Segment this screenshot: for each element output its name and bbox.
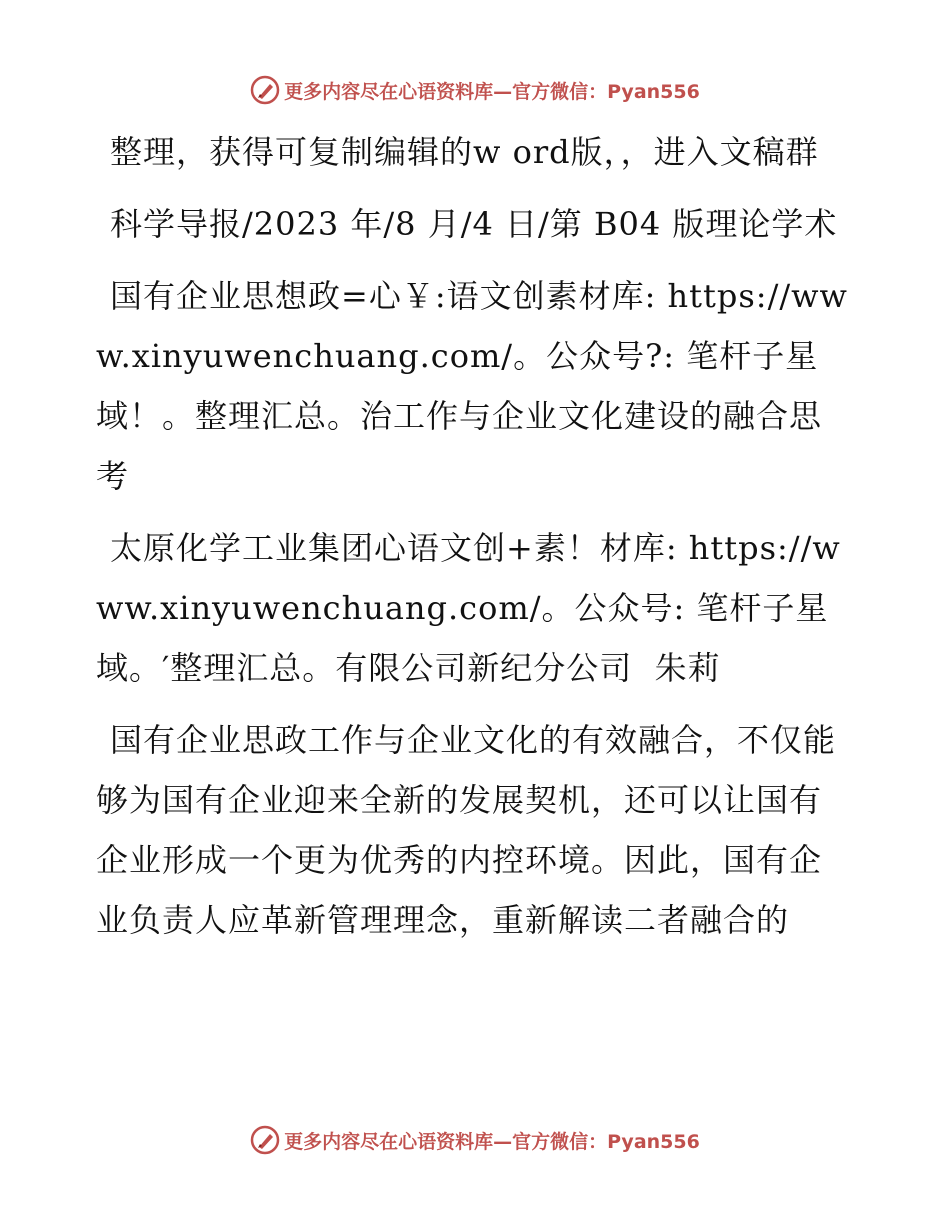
paragraph-1: 整理，获得可复制编辑的w ord版，，进入文稿群 — [110, 133, 819, 171]
paragraph-4: 太原化学工业集团心语文创+素！材库: https://www.xinyuwenchuang.com/。公众号: 笔杆子星域。′整理汇总。有限公司新纪分公司 朱莉 — [96, 529, 841, 687]
header-banner — [0, 70, 950, 110]
footer-banner-text: 更多内容尽在心语资料库—官方微信：Pyan556 — [284, 1130, 700, 1153]
paragraph-2: 科学导报/2023 年/8 月/4 日/第 B04 版理论学术 — [110, 205, 838, 243]
pen-logo-icon — [250, 75, 280, 105]
pen-logo-icon — [250, 1125, 280, 1155]
paragraph-5: 国有企业思政工作与企业文化的有效融合，不仅能够为国有企业迎来全新的发展契机，还可以让国有企业形成一个更为优秀的内控环境。因此，国有企业负责人应革新管理理念，重新解读二者融合的 — [96, 721, 837, 939]
paragraph-3: 国有企业思想政=心￥:语文创素材库: https://www.xinyuwenchuang.com/。公众号?: 笔杆子星域！。整理汇总。治工作与企业文化建设的融合思考 — [96, 277, 848, 495]
document-body — [96, 122, 850, 962]
header-banner-text: 更多内容尽在心语资料库—官方微信：Pyan556 — [284, 80, 700, 103]
footer-banner — [0, 1120, 950, 1160]
